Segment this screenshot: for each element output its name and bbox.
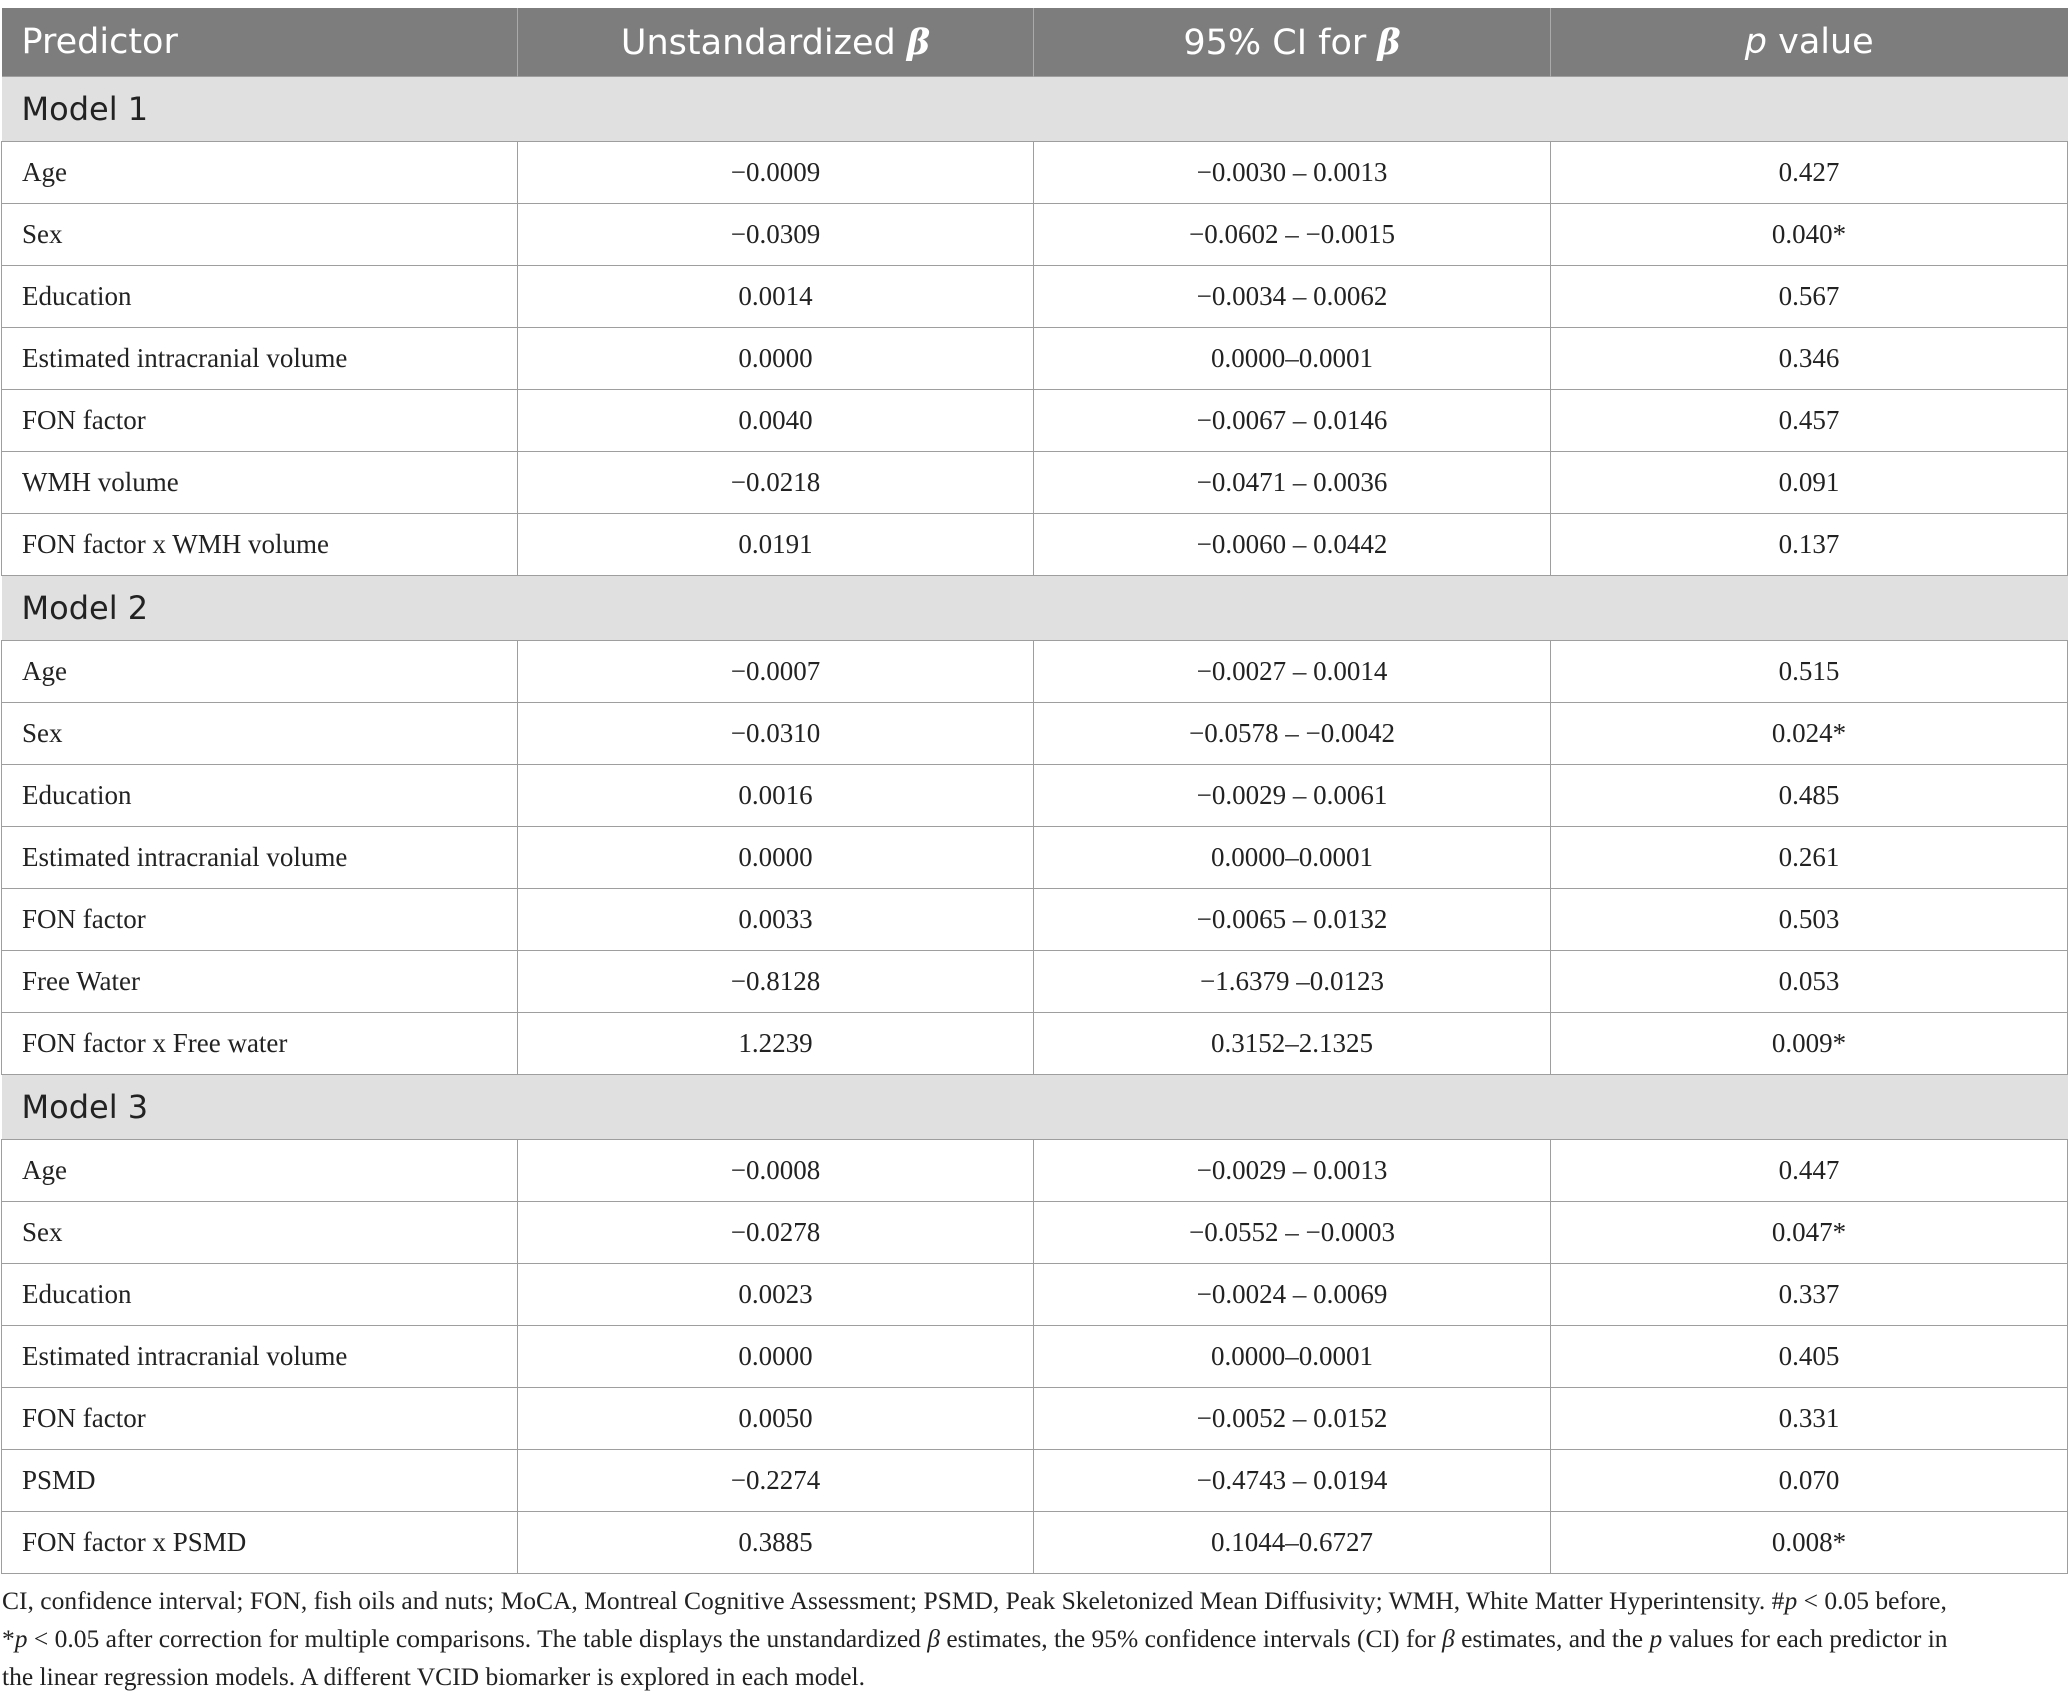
beta-cell: 0.0040 [518, 390, 1034, 452]
header-predictor-label: Predictor [21, 22, 178, 62]
model-label: Model 2 [2, 576, 2068, 641]
ci-cell: −0.0067 – 0.0146 [1034, 390, 1551, 452]
p-value-cell: 0.457 [1551, 390, 2068, 452]
footnote-p-italic: p [14, 1624, 28, 1653]
predictor-cell: Estimated intracranial volume [2, 827, 518, 889]
header-ci-prefix: 95% CI for [1183, 22, 1378, 63]
table-row [2, 765, 2068, 827]
table-row [2, 1388, 2068, 1450]
ci-cell: −0.0578 – −0.0042 [1034, 703, 1551, 765]
p-value-cell: 0.331 [1551, 1388, 2068, 1450]
table-row [2, 452, 2068, 514]
ci-cell: −0.0602 – −0.0015 [1034, 204, 1551, 266]
predictor-cell: Age [2, 641, 518, 703]
predictor-cell: WMH volume [2, 452, 518, 514]
p-value-cell: 0.405 [1551, 1326, 2068, 1388]
p-value-cell: 0.070 [1551, 1450, 2068, 1512]
model-section-row [2, 1075, 2068, 1140]
table-row [2, 1013, 2068, 1075]
model-section-row [2, 576, 2068, 641]
table-footnote [2, 1582, 2062, 1696]
header-ci-symbol: β [1377, 21, 1401, 63]
ci-cell: 0.3152–2.1325 [1034, 1013, 1551, 1075]
p-value-cell: 0.053 [1551, 951, 2068, 1013]
p-value-cell: 0.447 [1551, 1140, 2068, 1202]
ci-cell: −0.0065 – 0.0132 [1034, 889, 1551, 951]
table-row [2, 641, 2068, 703]
beta-cell: 0.0016 [518, 765, 1034, 827]
p-value-cell: 0.137 [1551, 514, 2068, 576]
predictor-cell: Estimated intracranial volume [2, 328, 518, 390]
p-value-cell: 0.040* [1551, 204, 2068, 266]
predictor-cell: FON factor x WMH volume [2, 514, 518, 576]
table-row [2, 390, 2068, 452]
footnote-p-italic: p [1784, 1586, 1798, 1615]
beta-cell: −0.0309 [518, 204, 1034, 266]
header-beta-prefix: Unstandardized [620, 22, 907, 63]
footnote-text: estimates, the 95% confidence intervals (CI) for [939, 1624, 1443, 1653]
table-row [2, 1450, 2068, 1512]
table-row [2, 889, 2068, 951]
predictor-cell: Age [2, 1140, 518, 1202]
p-value-cell: 0.091 [1551, 452, 2068, 514]
ci-cell: −0.0027 – 0.0014 [1034, 641, 1551, 703]
beta-cell: 0.0033 [518, 889, 1034, 951]
p-value-cell: 0.515 [1551, 641, 2068, 703]
footnote-text: < 0.05 after correction for multiple comparisons. The table displays the unstandardized [27, 1624, 928, 1653]
ci-cell: −0.0029 – 0.0061 [1034, 765, 1551, 827]
table-row [2, 1264, 2068, 1326]
predictor-cell: Education [2, 765, 518, 827]
ci-cell: −0.0024 – 0.0069 [1034, 1264, 1551, 1326]
table-row [2, 328, 2068, 390]
ci-cell: −0.0052 – 0.0152 [1034, 1388, 1551, 1450]
beta-cell: 1.2239 [518, 1013, 1034, 1075]
header-p-letter: p [1744, 22, 1767, 62]
predictor-cell: Education [2, 266, 518, 328]
ci-cell: −1.6379 –0.0123 [1034, 951, 1551, 1013]
header-p-value [1551, 8, 2068, 77]
predictor-cell: FON factor x Free water [2, 1013, 518, 1075]
footnote-text: the linear regression models. A different VCID biomarker is explored in each model. [2, 1662, 865, 1691]
header-predictor [2, 8, 518, 77]
header-unstandardized-beta [518, 8, 1034, 77]
footnote-text: values for each predictor in [1662, 1624, 1948, 1653]
table-row [2, 142, 2068, 204]
header-confidence-interval [1034, 8, 1551, 77]
model-section-row [2, 77, 2068, 142]
p-value-cell: 0.346 [1551, 328, 2068, 390]
beta-cell: −0.0310 [518, 703, 1034, 765]
footnote-beta-symbol: β [927, 1624, 940, 1653]
predictor-cell: Education [2, 1264, 518, 1326]
table-header-row [2, 8, 2068, 77]
ci-cell: −0.4743 – 0.0194 [1034, 1450, 1551, 1512]
beta-cell: −0.0218 [518, 452, 1034, 514]
table-row [2, 703, 2068, 765]
p-value-cell: 0.008* [1551, 1512, 2068, 1574]
ci-cell: 0.0000–0.0001 [1034, 328, 1551, 390]
p-value-cell: 0.009* [1551, 1013, 2068, 1075]
p-value-cell: 0.427 [1551, 142, 2068, 204]
beta-cell: 0.0014 [518, 266, 1034, 328]
beta-cell: 0.0023 [518, 1264, 1034, 1326]
footnote-text: estimates, and the [1454, 1624, 1650, 1653]
ci-cell: −0.0029 – 0.0013 [1034, 1140, 1551, 1202]
p-value-cell: 0.567 [1551, 266, 2068, 328]
predictor-cell: Free Water [2, 951, 518, 1013]
ci-cell: −0.0034 – 0.0062 [1034, 266, 1551, 328]
table-row [2, 827, 2068, 889]
beta-cell: −0.0009 [518, 142, 1034, 204]
predictor-cell: Sex [2, 1202, 518, 1264]
beta-cell: −0.0278 [518, 1202, 1034, 1264]
predictor-cell: Sex [2, 703, 518, 765]
table-row [2, 1512, 2068, 1574]
ci-cell: −0.0060 – 0.0442 [1034, 514, 1551, 576]
table-row [2, 1202, 2068, 1264]
p-value-cell: 0.047* [1551, 1202, 2068, 1264]
model-label: Model 3 [2, 1075, 2068, 1140]
beta-cell: −0.2274 [518, 1450, 1034, 1512]
ci-cell: 0.0000–0.0001 [1034, 827, 1551, 889]
beta-cell: 0.0050 [518, 1388, 1034, 1450]
predictor-cell: FON factor x PSMD [2, 1512, 518, 1574]
predictor-cell: Estimated intracranial volume [2, 1326, 518, 1388]
p-value-cell: 0.261 [1551, 827, 2068, 889]
beta-cell: 0.0000 [518, 1326, 1034, 1388]
ci-cell: −0.0030 – 0.0013 [1034, 142, 1551, 204]
footnote-text: CI, confidence interval; FON, fish oils and nuts; MoCA, Montreal Cognitive Assessment; PSMD, Peak Skeletonized Mean Diffusivity; WMH, White Matter Hyperintensity. # [2, 1586, 1785, 1615]
footnote-beta-symbol: β [1442, 1624, 1455, 1653]
predictor-cell: FON factor [2, 390, 518, 452]
beta-cell: 0.0000 [518, 328, 1034, 390]
model-label: Model 1 [2, 77, 2068, 142]
p-value-cell: 0.503 [1551, 889, 2068, 951]
table-body [2, 77, 2068, 1574]
beta-cell: −0.8128 [518, 951, 1034, 1013]
ci-cell: 0.1044–0.6727 [1034, 1512, 1551, 1574]
p-value-cell: 0.337 [1551, 1264, 2068, 1326]
beta-cell: 0.0191 [518, 514, 1034, 576]
table-row [2, 266, 2068, 328]
predictor-cell: PSMD [2, 1450, 518, 1512]
table-row [2, 951, 2068, 1013]
footnote-text: < 0.05 before, [1797, 1586, 1947, 1615]
ci-cell: 0.0000–0.0001 [1034, 1326, 1551, 1388]
footnote-text: * [2, 1624, 15, 1653]
table-row [2, 514, 2068, 576]
regression-results-table [1, 8, 2068, 1574]
beta-cell: −0.0007 [518, 641, 1034, 703]
footnote-p-italic: p [1649, 1624, 1663, 1653]
table-row [2, 1326, 2068, 1388]
predictor-cell: Sex [2, 204, 518, 266]
table-row [2, 204, 2068, 266]
p-value-cell: 0.485 [1551, 765, 2068, 827]
predictor-cell: FON factor [2, 1388, 518, 1450]
header-p-suffix: value [1766, 22, 1874, 62]
ci-cell: −0.0552 – −0.0003 [1034, 1202, 1551, 1264]
ci-cell: −0.0471 – 0.0036 [1034, 452, 1551, 514]
beta-cell: 0.0000 [518, 827, 1034, 889]
beta-cell: −0.0008 [518, 1140, 1034, 1202]
header-beta-symbol: β [906, 21, 931, 63]
table-row [2, 1140, 2068, 1202]
predictor-cell: Age [2, 142, 518, 204]
beta-cell: 0.3885 [518, 1512, 1034, 1574]
p-value-cell: 0.024* [1551, 703, 2068, 765]
predictor-cell: FON factor [2, 889, 518, 951]
